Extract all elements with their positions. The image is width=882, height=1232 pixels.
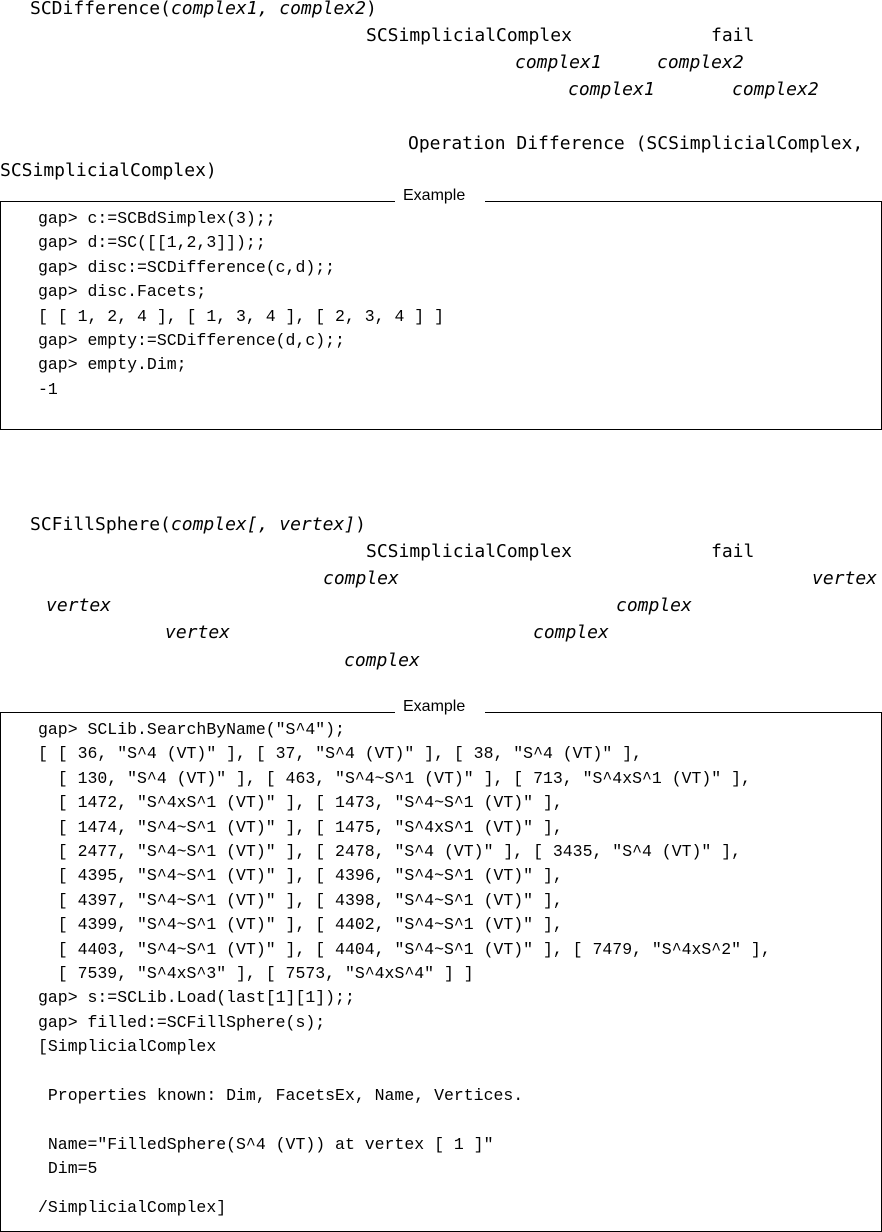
desc-complex: complex <box>533 622 609 643</box>
returns-fail: fail <box>711 25 755 46</box>
example-label: Example <box>403 698 466 715</box>
code-line: gap> empty:=SCDifference(d,c);; <box>38 331 345 350</box>
code-line: gap> disc:=SCDifference(c,d);; <box>38 257 336 277</box>
code-line: [ 4403, "S^4~S^1 (VT)" ], [ 4404, "S^4~S^1 (VT)" ], [ 7479, "S^4xS^2" ], <box>38 939 771 959</box>
code-line: [ 1474, "S^4~S^1 (VT)" ], [ 1475, "S^4xS^1 (VT)" ], <box>38 817 563 837</box>
function-close: ) <box>365 0 377 19</box>
desc-vertex: vertex <box>165 622 231 643</box>
code-line: gap> disc.Facets; <box>38 282 207 302</box>
code-line: [ 4397, "S^4~S^1 (VT)" ], [ 4398, "S^4~S^1 (VT)" ], <box>38 890 563 910</box>
difference-signature <box>30 0 377 20</box>
fillsphere-signature <box>30 514 366 536</box>
code-line: gap> c:=SCBdSimplex(3);; <box>38 209 276 228</box>
code-line: gap> SCLib.SearchByName("S^4"); <box>38 720 345 739</box>
function-args: complex1, complex2 <box>170 0 366 19</box>
code-line: Name="FilledSphere(S^4 (VT)) at vertex [ 1 ]" <box>38 1134 494 1154</box>
returns-type: SCSimplicialComplex <box>366 25 572 46</box>
returns-type: SCSimplicialComplex <box>366 541 572 562</box>
operation-line-cont: SCSimplicialComplex) <box>0 160 217 181</box>
desc-vertex: vertex <box>812 568 878 589</box>
operation-line: Operation Difference (SCSimplicialComplex, <box>408 133 864 154</box>
code-line: [ 4399, "S^4~S^1 (VT)" ], [ 4402, "S^4~S^1 (VT)" ], <box>38 915 563 935</box>
code-line: gap> d:=SC([[1,2,3]]);; <box>38 233 266 253</box>
code-line: Properties known: Dim, FacetsEx, Name, Vertices. <box>38 1086 524 1105</box>
returns-fail: fail <box>711 541 755 562</box>
code-line: [ 7539, "S^4xS^3" ], [ 7573, "S^4xS^4" ] ] <box>38 964 474 983</box>
code-line: gap> s:=SCLib.Load(last[1][1]);; <box>38 988 355 1008</box>
desc-arg-complex1: complex1 <box>515 52 602 73</box>
code-line: [ 130, "S^4 (VT)" ], [ 463, "S^4~S^1 (VT)" ], [ 713, "S^4xS^1 (VT)" ], <box>38 768 751 788</box>
function-args: complex[, vertex] <box>170 514 356 535</box>
desc-arg2-complex2: complex2 <box>732 79 819 100</box>
desc-complex: complex <box>323 568 399 589</box>
function-close: ) <box>355 514 366 535</box>
example-label: Example <box>403 187 466 204</box>
code-line: [SimplicialComplex <box>38 1037 217 1057</box>
desc-vertex: vertex <box>46 595 112 616</box>
code-line: /SimplicialComplex] <box>38 1198 227 1217</box>
desc-complex: complex <box>344 650 420 671</box>
desc-complex: complex <box>616 595 692 616</box>
code-line: gap> filled:=SCFillSphere(s); <box>38 1012 326 1032</box>
desc-arg-complex2: complex2 <box>657 52 744 73</box>
desc-arg2-complex1: complex1 <box>568 79 655 100</box>
code-line: [ 2477, "S^4~S^1 (VT)" ], [ 2478, "S^4 (VT)" ], [ 3435, "S^4 (VT)" ], <box>38 842 742 861</box>
code-line: [ [ 1, 2, 4 ], [ 1, 3, 4 ], [ 2, 3, 4 ] ] <box>38 306 444 326</box>
code-line: Dim=5 <box>38 1159 98 1179</box>
code-line: [ [ 36, "S^4 (VT)" ], [ 37, "S^4 (VT)" ], [ 38, "S^4 (VT)" ], <box>38 744 642 764</box>
function-name: SCFillSphere( <box>30 514 171 535</box>
code-line: [ 4395, "S^4~S^1 (VT)" ], [ 4396, "S^4~S^1 (VT)" ], <box>38 866 563 886</box>
code-line: -1 <box>38 379 58 399</box>
code-line: [ 1472, "S^4xS^1 (VT)" ], [ 1473, "S^4~S^1 (VT)" ], <box>38 793 563 813</box>
function-name: SCDifference( <box>30 0 171 19</box>
code-line: gap> empty.Dim; <box>38 355 187 375</box>
